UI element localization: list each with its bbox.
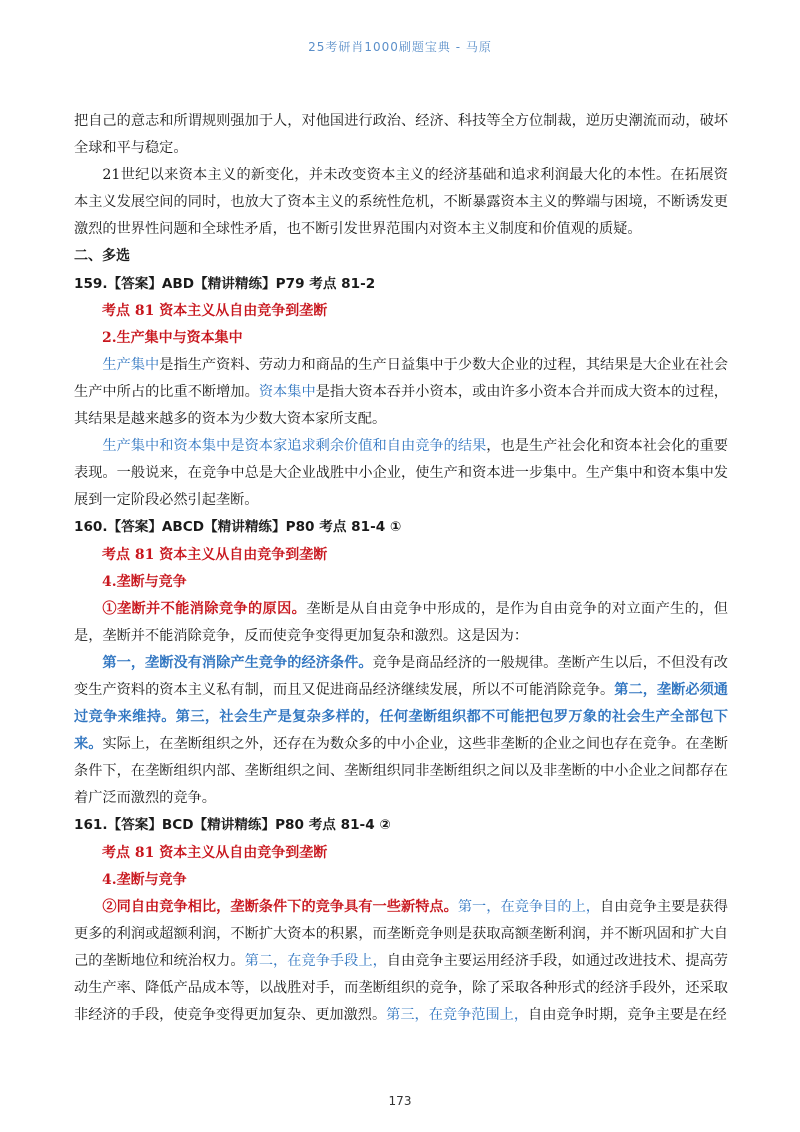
page-header: 25考研肖1000刷题宝典 - 马原 — [308, 40, 492, 54]
q160-subheading: 4.垄断与竞争 — [102, 573, 187, 590]
q161-red-highlight: ②同自由竞争相比，垄断条件下的竞争具有一些新特点。 — [102, 898, 458, 915]
term-production-concentration: 生产集中 — [102, 356, 160, 373]
paragraph-1: 把自己的意志和所谓规则强加于人，对他国进行政治、经济、科技等全方位制裁，逆历史潮流而动，破坏全球和平与稳定。 — [74, 113, 728, 157]
q159-keypoint: 考点 81 资本主义从自由竞争到垄断 — [102, 302, 328, 319]
q161-blue-2: 第二，在竞争手段上， — [244, 952, 387, 969]
term-capital-concentration: 资本集中 — [258, 383, 316, 400]
q159-paragraph-1: 生产集中是指生产资料、劳动力和商品的生产日益集中于少数大企业的过程，其结果是大企业在社会生产中所占的比重不断增加。资本集中是指大资本吞并小资本，或由许多小资本合并而成大资本的过程，其结果是越来越多的资本为少数大资本家所支配。 — [74, 356, 728, 428]
q161-blue-1: 第一，在竞争目的上， — [457, 898, 601, 915]
q159-subheading: 2.生产集中与资本集中 — [102, 329, 243, 346]
question-159-answer: 159.【答案】ABD【精讲精练】P79 考点 81-2 — [74, 275, 376, 292]
question-161-answer: 161.【答案】BCD【精讲精练】P80 考点 81-4 ② — [74, 817, 391, 834]
question-160-answer: 160.【答案】ABCD【精讲精练】P80 考点 81-4 ① — [74, 519, 402, 536]
q161-subheading: 4.垄断与竞争 — [102, 871, 187, 888]
q160-red-highlight: ①垄断并不能消除竞争的原因。 — [102, 600, 307, 617]
q161-blue-3: 第三，在竞争范围上， — [386, 1007, 529, 1024]
q160-paragraph-1: ①垄断并不能消除竞争的原因。垄断是从自由竞争中形成的，是作为自由竞争的对立面产生的，但是，垄断并不能消除竞争，反而使竞争变得更加复杂和激烈。这是因为： — [74, 600, 728, 644]
section-heading-multiple-choice: 二、多选 — [74, 248, 130, 265]
q159-highlight: 生产集中和资本集中是资本家追求剩余价值和自由竞争的结果 — [102, 438, 487, 455]
q161-paragraph-1: ②同自由竞争相比，垄断条件下的竞争具有一些新特点。第一，在竞争目的上，自由竞争主要是获得更多的利润或超额利润，不断扩大资本的积累，而垄断竞争则是获取高额垄断利润，并不断巩固和扩大自己的垄断地位和统治权力。第二，在竞争手段上，自由竞争主要运用经济手段，如通过改进技术、提高劳动生产率、降低产品成本等，以战胜对手，而垄断组织的竞争，除了采取各种形式的经济手段外，还采取非经济的手段，使竞争变得更加复杂、更加激烈。第三，在竞争范围上，自由竞争时期，竞争主要是在经 — [74, 898, 728, 1024]
q160-paragraph-2: 第一，垄断没有消除产生竞争的经济条件。竞争是商品经济的一般规律。垄断产生以后，不但没有改变生产资料的资本主义私有制，而且又促进商品经济继续发展，所以不可能消除竞争。第二，垄断必须通过竞争来维持。第三，社会生产是复杂多样的，任何垄断组织都不可能把包罗万象的社会生产全部包下来。实际上，在垄断组织之外，还存在为数众多的中小企业，这些非垄断的企业之间也存在竞争。在垄断条件下，在垄断组织内部、垄断组织之间、垄断组织同非垄断组织之间以及非垄断的中小企业之间都存在着广泛而激烈的竞争。 — [74, 654, 728, 807]
paragraph-2: 21世纪以来资本主义的新变化，并未改变资本主义的经济基础和追求利润最大化的本性。在拓展资本主义发展空间的同时，也放大了资本主义的系统性危机，不断暴露资本主义的弊端与困境，不断诱发更激烈的世界性问题和全球性矛盾，也不断引发世界范围内对资本主义制度和价值观的质疑。 — [74, 167, 728, 238]
page-number: 173 — [388, 1094, 412, 1108]
q159-paragraph-2: 生产集中和资本集中是资本家追求剩余价值和自由竞争的结果，也是生产社会化和资本社会化的重要表现。一般说来，在竞争中总是大企业战胜中小企业，使生产和资本进一步集中。生产集中和资本集中发展到一定阶段必然引起垄断。 — [74, 438, 728, 509]
q161-keypoint: 考点 81 资本主义从自由竞争到垄断 — [102, 844, 328, 861]
q160-blue-highlight-1: 第一，垄断没有消除产生竞争的经济条件。 — [102, 654, 373, 671]
document-body — [74, 108, 728, 1029]
q160-keypoint: 考点 81 资本主义从自由竞争到垄断 — [102, 546, 328, 563]
q160-blue-highlight-2: 第二，垄断必须通过竞争来维持。第三，社会生产是复杂多样的，任何垄断组织都不可能把包罗万象的社会生产全部包下来。 — [74, 681, 728, 753]
